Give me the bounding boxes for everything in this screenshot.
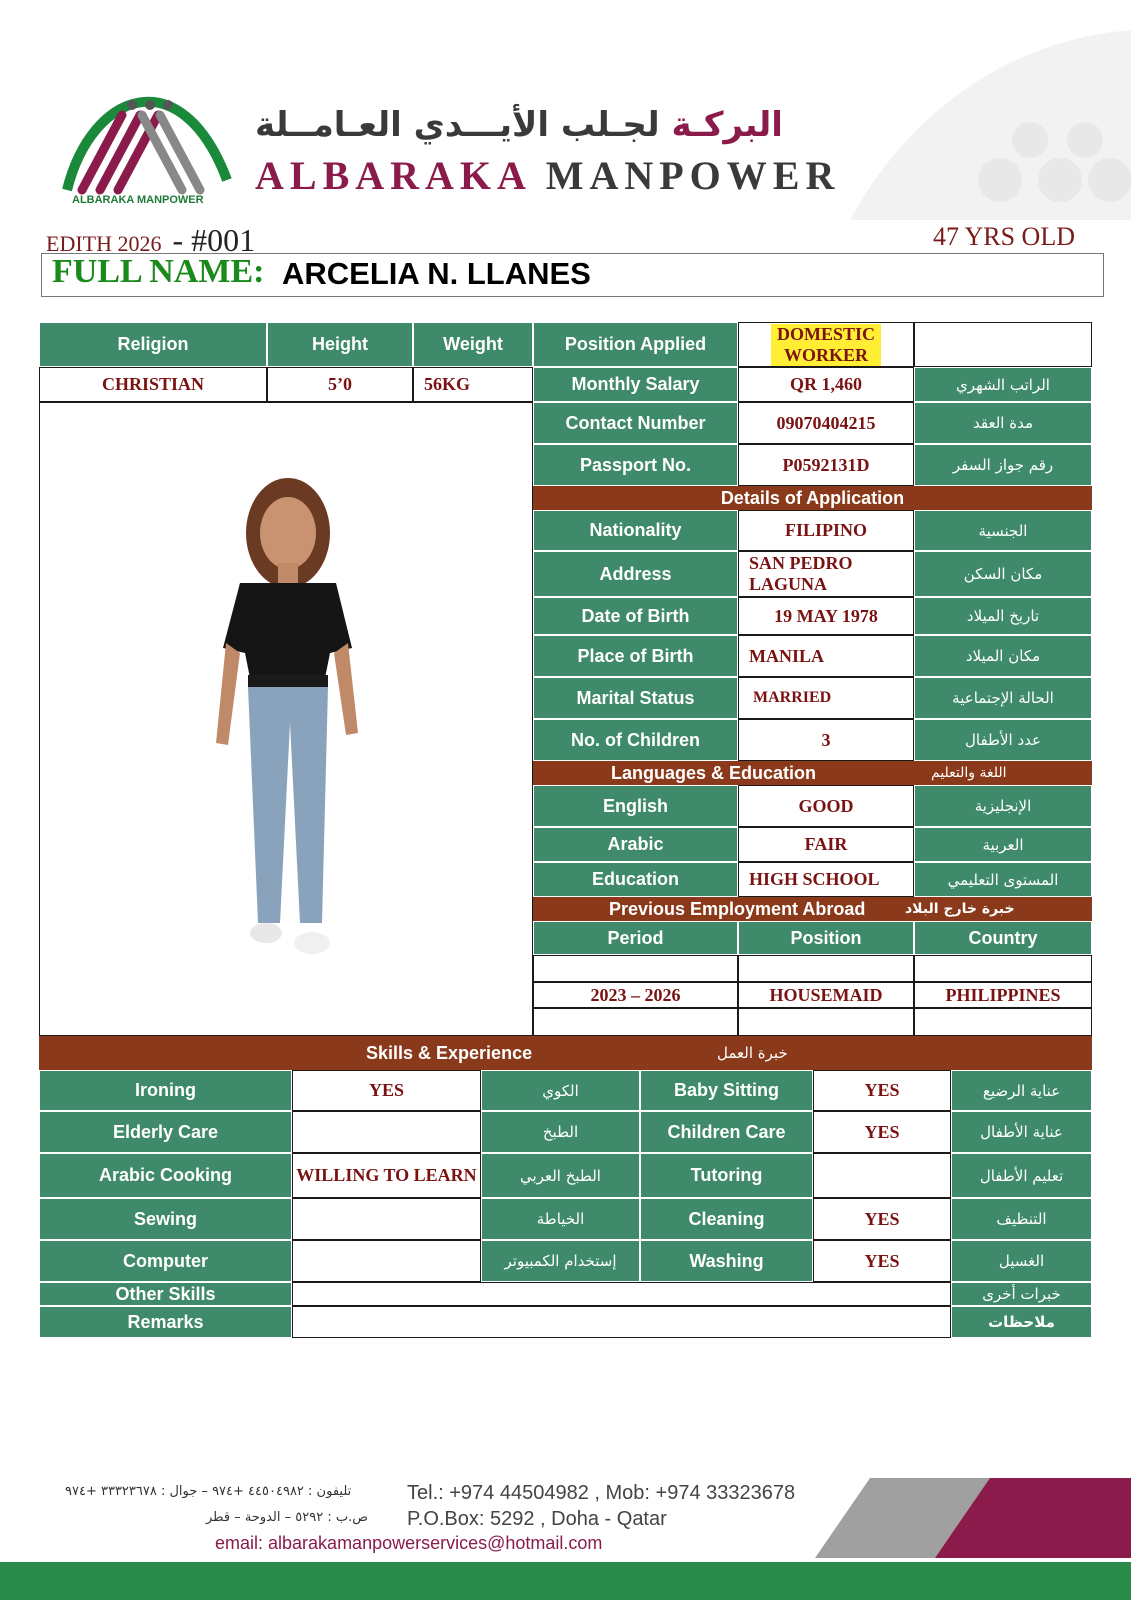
full-name-value: ARCELIA N. LLANES xyxy=(282,256,591,291)
height-header: Height xyxy=(267,322,413,367)
english-value: GOOD xyxy=(738,785,914,827)
nationality-value: FILIPINO xyxy=(738,510,914,551)
full-name-label: FULL NAME: xyxy=(52,253,265,290)
company-name-arabic: البركـة لجـلب الأيـــدي العـامــلة xyxy=(255,105,783,145)
candidate-photo xyxy=(39,402,533,1036)
address-arabic: مكان السكن xyxy=(914,551,1092,597)
english-label: English xyxy=(533,785,738,827)
skill-label: Baby Sitting xyxy=(640,1070,813,1111)
employment-empty-cell xyxy=(533,1008,738,1036)
education-arabic: المستوى التعليمي xyxy=(914,862,1092,897)
education-value: HIGH SCHOOL xyxy=(738,862,914,897)
footer-decoration xyxy=(0,1478,1131,1600)
position-applied-value: DOMESTIC WORKER xyxy=(738,322,914,367)
period-header: Period xyxy=(533,921,738,955)
skill-arabic: التنظيف xyxy=(951,1198,1092,1240)
passport-label: Passport No. xyxy=(533,444,738,486)
languages-section-title: Languages & Education اللغة والتعليم xyxy=(533,761,1092,785)
skill-arabic: عناية الأطفال xyxy=(951,1111,1092,1153)
skill-value: YES xyxy=(292,1070,481,1111)
skill-value xyxy=(292,1111,481,1153)
children-arabic: عدد الأطفال xyxy=(914,719,1092,761)
skill-value: YES xyxy=(813,1240,951,1282)
skill-arabic: إستخدام الكمبيوتر xyxy=(481,1240,640,1282)
place-of-birth-label: Place of Birth xyxy=(533,635,738,677)
place-of-birth-value: MANILA xyxy=(738,635,914,677)
header-decoration xyxy=(850,30,1131,220)
marital-status-label: Marital Status xyxy=(533,677,738,719)
skill-arabic: الغسيل xyxy=(951,1240,1092,1282)
skill-label: Cleaning xyxy=(640,1198,813,1240)
skill-arabic: الطبخ xyxy=(481,1111,640,1153)
skill-label: Sewing xyxy=(39,1198,292,1240)
company-logo-icon xyxy=(62,70,232,200)
employment-empty-cell xyxy=(533,955,738,982)
country-header: Country xyxy=(914,921,1092,955)
skill-label: Elderly Care xyxy=(39,1111,292,1153)
footer-phone-arabic: تليفون : ٤٤٥٠٤٩٨٢ +٩٧٤ – جوال : ٣٣٣٢٣٦٧٨ +٩٧٤ xyxy=(65,1484,352,1499)
passport-arabic: رقم جواز السفر xyxy=(914,444,1092,486)
children-label: No. of Children xyxy=(533,719,738,761)
person-photo-icon xyxy=(40,403,532,1035)
date-of-birth-label: Date of Birth xyxy=(533,597,738,635)
skills-section-title: Skills & Experience خبرة العمل xyxy=(39,1036,1092,1070)
details-section-title: Details of Application xyxy=(533,486,1092,510)
skill-label: Tutoring xyxy=(640,1153,813,1198)
english-arabic: الإنجليزية xyxy=(914,785,1092,827)
position-applied-arabic xyxy=(914,322,1092,367)
date-of-birth-arabic: تاريخ الميلاد xyxy=(914,597,1092,635)
employment-empty-cell xyxy=(738,955,914,982)
place-of-birth-arabic: مكان الميلاد xyxy=(914,635,1092,677)
remarks-label: Remarks xyxy=(39,1306,292,1338)
skill-value xyxy=(813,1153,951,1198)
remarks-arabic: ملاحظات xyxy=(951,1306,1092,1338)
skill-label: Ironing xyxy=(39,1070,292,1111)
skill-label: Children Care xyxy=(640,1111,813,1153)
skill-value: YES xyxy=(813,1111,951,1153)
other-skills-label: Other Skills xyxy=(39,1282,292,1306)
contact-number-value: 09070404215 xyxy=(738,402,914,444)
other-skills-arabic: خبرات أخرى xyxy=(951,1282,1092,1306)
arabic-value: FAIR xyxy=(738,827,914,862)
monthly-salary-value: QR 1,460 xyxy=(738,367,914,402)
date-of-birth-value: 19 MAY 1978 xyxy=(738,597,914,635)
children-value: 3 xyxy=(738,719,914,761)
footer-pobox: P.O.Box: 5292 , Doha - Qatar xyxy=(407,1508,667,1530)
nationality-arabic: الجنسية xyxy=(914,510,1092,551)
contact-number-arabic: مدة العقد xyxy=(914,402,1092,444)
marital-status-value: MARRIED xyxy=(738,677,914,719)
footer-phone: Tel.: +974 44504982 , Mob: +974 33323678 xyxy=(407,1482,796,1504)
footer-email: email: albarakamanpowerservices@hotmail.com xyxy=(215,1533,603,1553)
skill-label: Arabic Cooking xyxy=(39,1153,292,1198)
employment-empty-cell xyxy=(914,1008,1092,1036)
skill-arabic: عناية الرضيع xyxy=(951,1070,1092,1111)
weight-value: 56KG xyxy=(413,367,533,402)
candidate-reference: EDITH 2026 - #001 xyxy=(46,222,256,258)
skill-value: YES xyxy=(813,1070,951,1111)
skill-label: Washing xyxy=(640,1240,813,1282)
height-value: 5’0 xyxy=(267,367,413,402)
monthly-salary-label: Monthly Salary xyxy=(533,367,738,402)
position-applied-label: Position Applied xyxy=(533,322,738,367)
education-label: Education xyxy=(533,862,738,897)
skill-value: YES xyxy=(813,1198,951,1240)
employment-position-value: HOUSEMAID xyxy=(738,982,914,1008)
employment-country-value: PHILIPPINES xyxy=(914,982,1092,1008)
skill-value: WILLING TO LEARN xyxy=(292,1153,481,1198)
address-value: SAN PEDRO LAGUNA xyxy=(738,551,914,597)
marital-status-arabic: الحالة الإجتماعية xyxy=(914,677,1092,719)
religion-value: CHRISTIAN xyxy=(39,367,267,402)
remarks-value xyxy=(292,1306,951,1338)
passport-value: P0592131D xyxy=(738,444,914,486)
company-name-english: ALBARAKA MANPOWER xyxy=(255,153,841,198)
monthly-salary-arabic: الراتب الشهري xyxy=(914,367,1092,402)
weight-header: Weight xyxy=(413,322,533,367)
skill-label: Computer xyxy=(39,1240,292,1282)
contact-number-label: Contact Number xyxy=(533,402,738,444)
position-header: Position xyxy=(738,921,914,955)
employment-empty-cell xyxy=(738,1008,914,1036)
skill-value xyxy=(292,1198,481,1240)
employment-section-title: Previous Employment Abroad خبرة خارج البلاد xyxy=(533,897,1092,921)
arabic-label: Arabic xyxy=(533,827,738,862)
nationality-label: Nationality xyxy=(533,510,738,551)
candidate-age: 47 YRS OLD xyxy=(932,222,1075,251)
employment-period-value: 2023 – 2026 xyxy=(533,982,738,1008)
address-label: Address xyxy=(533,551,738,597)
logo-caption: ALBARAKA MANPOWER xyxy=(72,194,204,206)
employment-empty-cell xyxy=(914,955,1092,982)
skill-arabic: تعليم الأطفال xyxy=(951,1153,1092,1198)
skill-arabic: الطبخ العربي xyxy=(481,1153,640,1198)
skill-arabic: الخياطة xyxy=(481,1198,640,1240)
skill-arabic: الكوي xyxy=(481,1070,640,1111)
arabic-arabic: العربية xyxy=(914,827,1092,862)
footer-pobox-arabic: ص.ب : ٥٢٩٢ – الدوحة – قطر xyxy=(206,1510,368,1525)
religion-header: Religion xyxy=(39,322,267,367)
other-skills-value xyxy=(292,1282,951,1306)
skill-value xyxy=(292,1240,481,1282)
